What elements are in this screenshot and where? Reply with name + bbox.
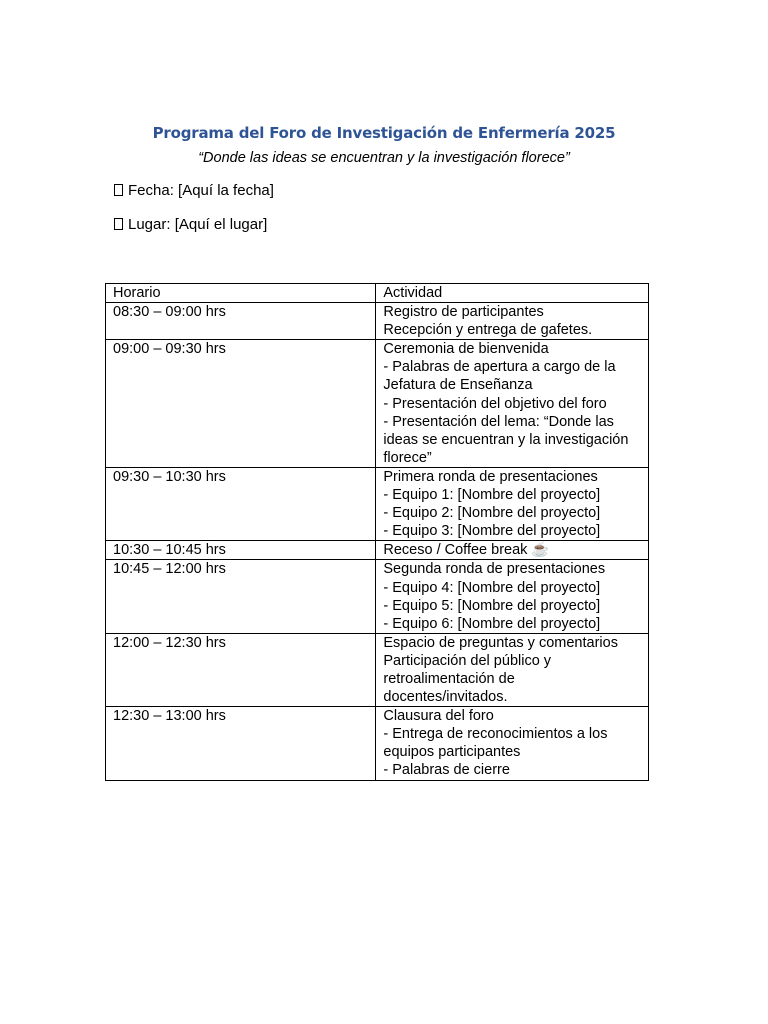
schedule-table [105,283,649,781]
activity-line: - Equipo 2: [Nombre del proyecto] [383,505,601,522]
activity-line: - Palabras de cierre [383,762,510,779]
activity-line: - Equipo 1: [Nombre del proyecto] [383,487,601,504]
activity-line: Clausura del foro [383,708,494,725]
table-row [106,303,649,340]
time-cell: 08:30 – 09:00 hrs [106,303,376,340]
activity-line: Primera ronda de presentaciones [383,468,598,485]
time-cell: 09:30 – 10:30 hrs [106,467,376,540]
table-row [106,707,649,780]
activity-line: Ceremonia de bienvenida [383,341,549,358]
schedule-body [106,303,649,780]
activity-line: - Presentación del objetivo del foro [383,395,607,412]
activity-line: - Palabras de apertura a cargo de la Jefatura de Enseñanza [383,359,616,394]
activity-cell [376,541,649,560]
activity-line: - Equipo 3: [Nombre del proyecto] [383,523,601,540]
document-title: Programa del Foro de Investigación de Enfermería 2025 [152,124,616,142]
activity-line: - Equipo 6: [Nombre del proyecto] [383,615,601,632]
table-row [106,560,649,633]
activity-line: - Presentación del lema: “Donde las ideas se encuentran y la investigación florece” [383,413,629,466]
header-actividad: Actividad [376,284,649,303]
time-cell: 09:00 – 09:30 hrs [106,340,376,468]
date-text: Fecha: [Aquí la fecha] [128,182,274,199]
table-row [106,633,649,706]
activity-line: Registro de participantes [383,304,544,321]
activity-cell [376,303,649,340]
table-row [106,541,649,560]
missing-glyph-icon [114,218,123,230]
activity-cell [376,707,649,780]
time-cell: 10:45 – 12:00 hrs [106,560,376,633]
activity-line: Recepción y entrega de gafetes. [383,322,593,339]
location-line [114,216,267,233]
activity-cell [376,467,649,540]
activity-line: - Equipo 5: [Nombre del proyecto] [383,597,601,614]
activity-line: Receso / Coffee break ☕ [383,542,550,559]
document-subtitle: “Donde las ideas se encuentran y la investigación florece” [198,150,570,166]
activity-cell [376,560,649,633]
location-text: Lugar: [Aquí el lugar] [128,216,268,233]
missing-glyph-icon [114,184,123,196]
activity-line: - Entrega de reconocimientos a los equipos participantes [383,726,608,761]
activity-cell [376,633,649,706]
table-header-row [106,284,649,303]
time-cell: 12:00 – 12:30 hrs [106,633,376,706]
time-cell: 10:30 – 10:45 hrs [106,541,376,560]
date-line [114,182,274,199]
table-row [106,340,649,468]
header-horario: Horario [106,284,376,303]
activity-line: - Equipo 4: [Nombre del proyecto] [383,579,601,596]
table-row [106,467,649,540]
activity-line: Espacio de preguntas y comentarios [383,634,618,651]
activity-cell [376,340,649,468]
activity-line: Participación del público y retroalimentación de docentes/invitados. [383,652,552,706]
activity-line: Segunda ronda de presentaciones [383,561,606,578]
time-cell: 12:30 – 13:00 hrs [106,707,376,780]
